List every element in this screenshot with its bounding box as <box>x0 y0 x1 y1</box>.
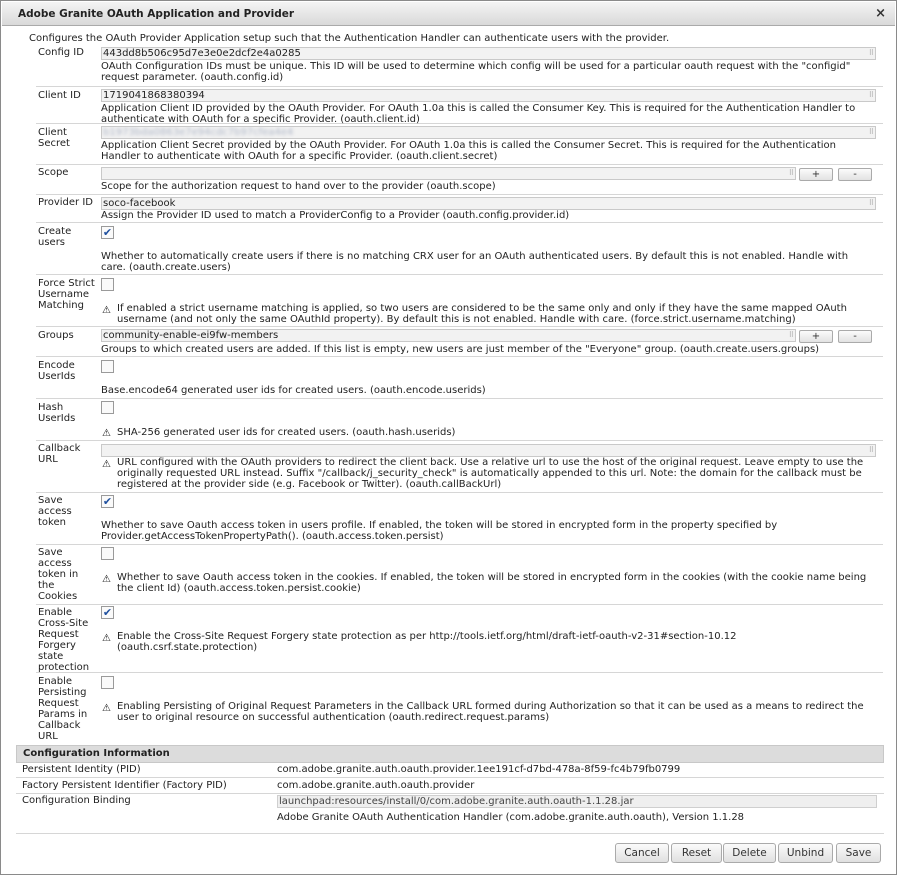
bundle-info: Adobe Granite OAuth Authentication Handler (com.adobe.granite.auth.oauth), Version 1.1.28 <box>277 812 745 823</box>
checkmark-icon: ✔ <box>102 495 113 508</box>
binding-select[interactable]: launchpad:resources/install/0/com.adobe.granite.auth.oauth-1.1.28.jar <box>277 795 877 808</box>
row-client-secret <box>36 124 883 165</box>
checkmark-icon: ✔ <box>102 606 113 619</box>
csrf-help: Enable the Cross-Site Request Forgery state protection as per http://tools.ietf.org/html/draft-ietf-oauth-v2-31#section-10.12 (oauth.csrf.state.protection) <box>117 631 737 653</box>
resize-grip-icon[interactable]: ⠿ <box>788 331 793 339</box>
config-info-header: Configuration Information <box>16 745 884 763</box>
resize-grip-icon[interactable]: ⠿ <box>868 199 873 207</box>
resize-grip-icon[interactable]: ⠿ <box>868 91 873 99</box>
create-users-label: Create users <box>38 226 72 248</box>
groups-label: Groups <box>38 330 74 341</box>
config-info-pid-row <box>16 762 884 778</box>
encode-userids-label: Encode UserIds <box>38 360 76 382</box>
resize-grip-icon[interactable]: ⠿ <box>868 49 873 57</box>
reset-button[interactable]: Reset <box>671 843 722 863</box>
row-callback-url <box>36 441 883 493</box>
client-secret-input[interactable] <box>101 126 876 139</box>
client-id-value: 1719041868380394 <box>103 90 205 101</box>
title-bar <box>2 2 895 26</box>
groups-value: community-enable-ei9fw-members <box>103 330 279 341</box>
callback-url-help: URL configured with the OAuth providers to redirect the client back. Use a relative url to use the host of the original request. Leave empty to use the originally requested URL instead. Suffix "/callback/j_security_check" is automatically appended to this url. Note: the domain for the callback must be registered at the provider side (e.g. Facebook or Twitter). (oauth.callBackUrl) <box>117 457 864 490</box>
client-secret-value: b1973bda0863e7e94cdc7b97cfea4e4 <box>103 127 294 138</box>
scope-input[interactable] <box>101 167 796 180</box>
unbind-button[interactable]: Unbind <box>778 843 833 863</box>
groups-add-button[interactable]: + <box>799 330 833 343</box>
hash-userids-help: SHA-256 generated user ids for created users. (oauth.hash.userids) <box>117 427 456 438</box>
provider-id-value: soco-facebook <box>103 198 176 209</box>
row-csrf <box>36 605 883 673</box>
dialog-description: Configures the OAuth Provider Application setup such that the Authentication Handler can authenticate users with the provider. <box>29 33 670 44</box>
scope-label: Scope <box>38 167 69 178</box>
row-persist-params <box>36 673 883 743</box>
config-id-input[interactable] <box>101 47 876 60</box>
warning-icon: ⚠ <box>102 574 111 585</box>
hash-userids-checkbox[interactable] <box>101 401 114 414</box>
row-save-token-cookies <box>36 545 883 605</box>
pid-value: com.adobe.granite.auth.oauth.provider.1ee191cf-d7bd-478a-8f59-fc4b79fb0799 <box>277 764 681 775</box>
client-id-help: Application Client ID provided by the OAuth Provider. For OAuth 1.0a this is called the Consumer Key. This is required for the Authentication Handler to authenticate with OAuth for a specific Provider. (oauth.client.id) <box>101 103 856 125</box>
client-id-label: Client ID <box>38 90 81 101</box>
persist-params-checkbox[interactable] <box>101 676 114 689</box>
resize-grip-icon[interactable]: ⠿ <box>868 446 873 454</box>
scope-add-button[interactable]: + <box>799 168 833 181</box>
pid-label: Persistent Identity (PID) <box>22 764 141 775</box>
provider-id-label: Provider ID <box>38 197 93 208</box>
persist-params-label: Enable Persisting Request Params in Callback URL <box>38 676 88 742</box>
row-scope <box>36 165 883 195</box>
row-config-id <box>36 45 883 87</box>
resize-grip-icon[interactable]: ⠿ <box>788 169 793 177</box>
cancel-button[interactable]: Cancel <box>615 843 669 863</box>
warning-icon: ⚠ <box>102 703 111 714</box>
provider-id-input[interactable] <box>101 197 876 210</box>
warning-icon: ⚠ <box>102 428 111 439</box>
row-encode-userids <box>36 357 883 399</box>
encode-userids-checkbox[interactable] <box>101 360 114 373</box>
provider-id-help: Assign the Provider ID used to match a ProviderConfig to a Provider (oauth.config.provider.id) <box>101 210 570 221</box>
row-save-access-token <box>36 493 883 545</box>
footer-divider <box>16 833 884 834</box>
binding-label: Configuration Binding <box>22 795 131 806</box>
warning-icon: ⚠ <box>102 633 111 644</box>
persist-params-help: Enabling Persisting of Original Request Parameters in the Callback URL formed during Authorization so that it can be used as a means to redirect the user to original resource on successful authentication (oauth.redirect.request.params) <box>117 701 864 723</box>
config-id-value: 443dd8b506c95d7e3e0e2dcf2e4a0285 <box>103 48 301 59</box>
save-token-cookies-help: Whether to save Oauth access token in the cookies. If enabled, the token will be stored in encrypted form in the cookies (with the cookie name being the client Id) (oauth.access.token.persist.cookie) <box>117 572 867 594</box>
row-hash-userids <box>36 399 883 441</box>
save-token-cookies-checkbox[interactable] <box>101 547 114 560</box>
close-icon[interactable]: × <box>875 6 886 21</box>
csrf-label: Enable Cross-Site Request Forgery state protection <box>38 607 90 673</box>
row-groups <box>36 327 883 357</box>
save-access-token-label: Save access token <box>38 495 72 528</box>
resize-grip-icon[interactable]: ⠿ <box>868 128 873 136</box>
checkmark-icon: ✔ <box>102 226 113 239</box>
row-provider-id <box>36 195 883 223</box>
scope-remove-button[interactable]: - <box>838 168 872 181</box>
client-secret-label: Client Secret <box>38 127 70 149</box>
dialog-title: Adobe Granite OAuth Application and Provider <box>18 8 295 20</box>
save-access-token-checkbox[interactable] <box>101 495 114 508</box>
warning-icon: ⚠ <box>102 305 111 316</box>
save-button[interactable]: Save <box>836 843 881 863</box>
config-info-fpid-row <box>16 778 884 794</box>
hash-userids-label: Hash UserIds <box>38 402 76 424</box>
row-force-strict <box>36 275 883 327</box>
groups-input[interactable] <box>101 329 796 342</box>
csrf-checkbox[interactable] <box>101 606 114 619</box>
encode-userids-help: Base.encode64 generated user ids for created users. (oauth.encode.userids) <box>101 385 486 396</box>
save-access-token-help: Whether to save Oauth access token in users profile. If enabled, the token will be stored in encrypted form in the property specified by Provider.getAccessTokenPropertyPath(). (oauth.access.token.persist) <box>101 520 778 542</box>
groups-help: Groups to which created users are added. If this list is empty, new users are just member of the "Everyone" group. (oauth.create.users.groups) <box>101 344 820 355</box>
callback-url-input[interactable] <box>101 444 876 457</box>
config-id-label: Config ID <box>38 47 84 58</box>
client-id-input[interactable] <box>101 89 876 102</box>
callback-url-label: Callback URL <box>38 443 81 465</box>
config-id-help: OAuth Configuration IDs must be unique. This ID will be used to determine which config will be used for a particular oauth request with the "configid" request parameter. (oauth.config.id) <box>101 61 851 83</box>
warning-icon: ⚠ <box>102 459 111 470</box>
row-client-id <box>36 87 883 124</box>
groups-remove-button[interactable]: - <box>838 330 872 343</box>
save-token-cookies-label: Save access token in the Cookies <box>38 547 79 602</box>
config-info-binding-row <box>16 794 884 810</box>
create-users-help: Whether to automatically create users if there is no matching CRX user for an OAuth authenticated users. By default this is not enabled. Handle with care. (oauth.create.users) <box>101 251 849 273</box>
force-strict-label: Force Strict Username Matching <box>38 278 95 311</box>
fpid-value: com.adobe.granite.auth.oauth.provider <box>277 780 475 791</box>
fpid-label: Factory Persistent Identifier (Factory PID) <box>22 780 227 791</box>
scope-help: Scope for the authorization request to hand over to the provider (oauth.scope) <box>101 181 496 192</box>
create-users-checkbox[interactable] <box>101 226 114 239</box>
force-strict-help: If enabled a strict username matching is applied, so two users are considered to be the same only and only if they have the same mapped OAuth username (and not only the same OAuthId property). By default this is not enabled. Handle with care. (force.strict.username.matching) <box>117 303 847 325</box>
client-secret-help: Application Client Secret provided by the OAuth Provider. For OAuth 1.0a this is called the Consumer Secret. This is required for the Authentication Handler to authenticate with OAuth for a specific Provider. (oauth.client.secret) <box>101 140 837 162</box>
delete-button[interactable]: Delete <box>723 843 776 863</box>
force-strict-checkbox[interactable] <box>101 278 114 291</box>
row-create-users <box>36 223 883 275</box>
